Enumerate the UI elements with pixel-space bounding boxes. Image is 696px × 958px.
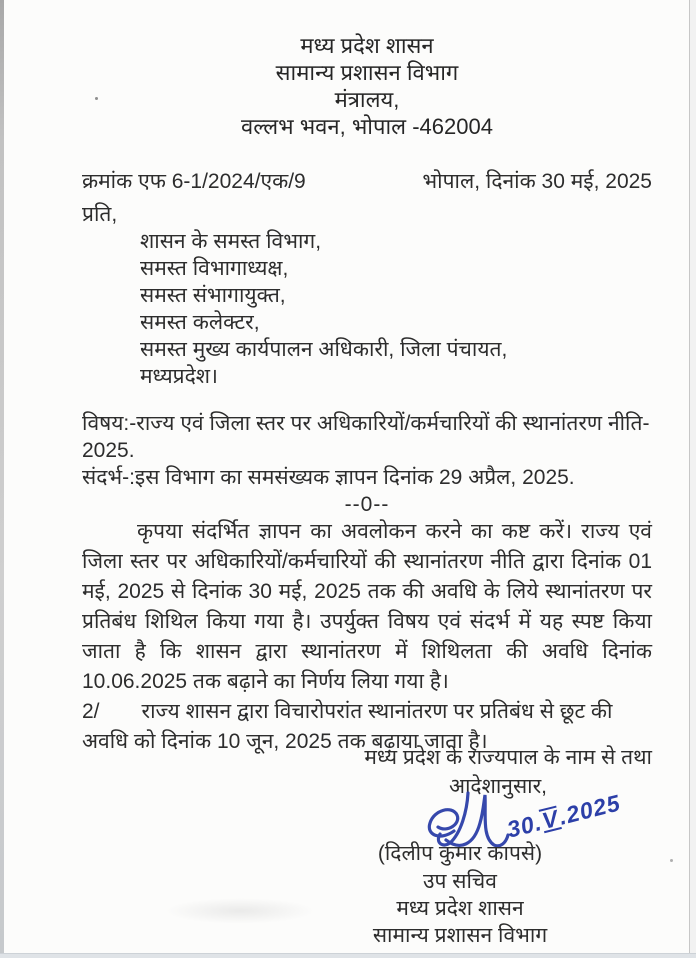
letterhead-address: वल्लभ भवन, भोपाल -462004: [241, 114, 493, 139]
subject-line: विषय:-राज्य एवं जिला स्तर पर अधिकारियों/कर्मचारियों की स्थानांतरण नीति- 2025.: [82, 412, 650, 462]
letterhead-department: सामान्य प्रशासन विभाग: [275, 60, 459, 85]
letterhead-govt: मध्य प्रदेश शासन: [300, 33, 434, 58]
place-and-date: भोपाल, दिनांक 30 मई, 2025: [422, 170, 652, 193]
signatory-department: सामान्य प्रशासन विभाग: [372, 924, 548, 947]
paragraph-2-text: राज्य शासन द्वारा विचारोपरांत स्थानांतरण पर प्रतिबंध से छूट की अवधि को दिनांक 10 जून, 2025 तक बढ़ाया जाता है।: [82, 700, 613, 753]
closing-by-order-line: आदेशानुसार,: [448, 775, 547, 798]
reference-note-line: संदर्भ-:इस विभाग का समसंख्यक ज्ञापन दिनांक 29 अप्रैल, 2025.: [82, 466, 575, 489]
scan-speck: [670, 859, 673, 862]
signatory-government: मध्य प्रदेश शासन: [396, 897, 524, 920]
letterhead-ministry: मंत्रालय,: [334, 87, 400, 112]
signature-date-year: .2025: [556, 789, 624, 830]
addressee-item: मध्यप्रदेश।: [140, 365, 218, 388]
addressee-item: समस्त विभागाध्यक्ष,: [140, 257, 289, 280]
addressee-item: समस्त संभागायुक्त,: [140, 284, 286, 307]
scan-speck: [95, 97, 98, 100]
scan-edge-left: [0, 0, 4, 958]
addressee-item: समस्त कलेक्टर,: [140, 311, 260, 334]
addressee-item: समस्त मुख्य कार्यपालन अधिकारी, जिला पंचायत,: [140, 338, 508, 361]
signatory-designation: उप सचिव: [423, 870, 497, 893]
reference-line: [82, 168, 652, 195]
signatory-name: (दिलीप कुमार कापसे): [377, 842, 543, 865]
letter-number: क्रमांक एफ 6-1/2024/एक/9: [82, 170, 306, 193]
closing-authority-line: मध्य प्रदेश के राज्यपाल के नाम से तथा: [364, 746, 652, 769]
body-paragraph-1: कृपया संदर्भित ज्ञापन का अवलोकन करने का कष्ट करें। राज्य एवं जिला स्तर पर अधिकारियों/कर्मचारियों की स्थानांतरण नीति द्वारा दिनांक 01 मई, 2025 से दिनांक 30 मई, 2025 तक की अवधि के लिये स्थानांतरण पर प्रतिबंध शिथिल किया गया है। उपर्युक्त विषय एवं संदर्भ में यह स्पष्ट किया जाता है कि शासन द्वारा स्थानांतरण में शिथिलता की अवधि दिनांक 10.06.2025 तक बढ़ाने का निर्णय लिया गया है।: [82, 520, 652, 693]
signature-date-day: 30.: [504, 808, 545, 843]
letterhead: [82, 32, 652, 140]
section-divider: --0--: [344, 493, 390, 516]
paragraph-2-number: 2/: [82, 700, 100, 723]
signature-date-month: V: [539, 804, 562, 834]
salutation: प्रति,: [82, 203, 118, 226]
addressee-list: [140, 228, 652, 390]
subject-block: [82, 410, 652, 491]
scan-edge-right: [689, 0, 696, 958]
addressee-item: शासन के समस्त विभाग,: [140, 230, 322, 253]
closing-block: [82, 743, 652, 958]
